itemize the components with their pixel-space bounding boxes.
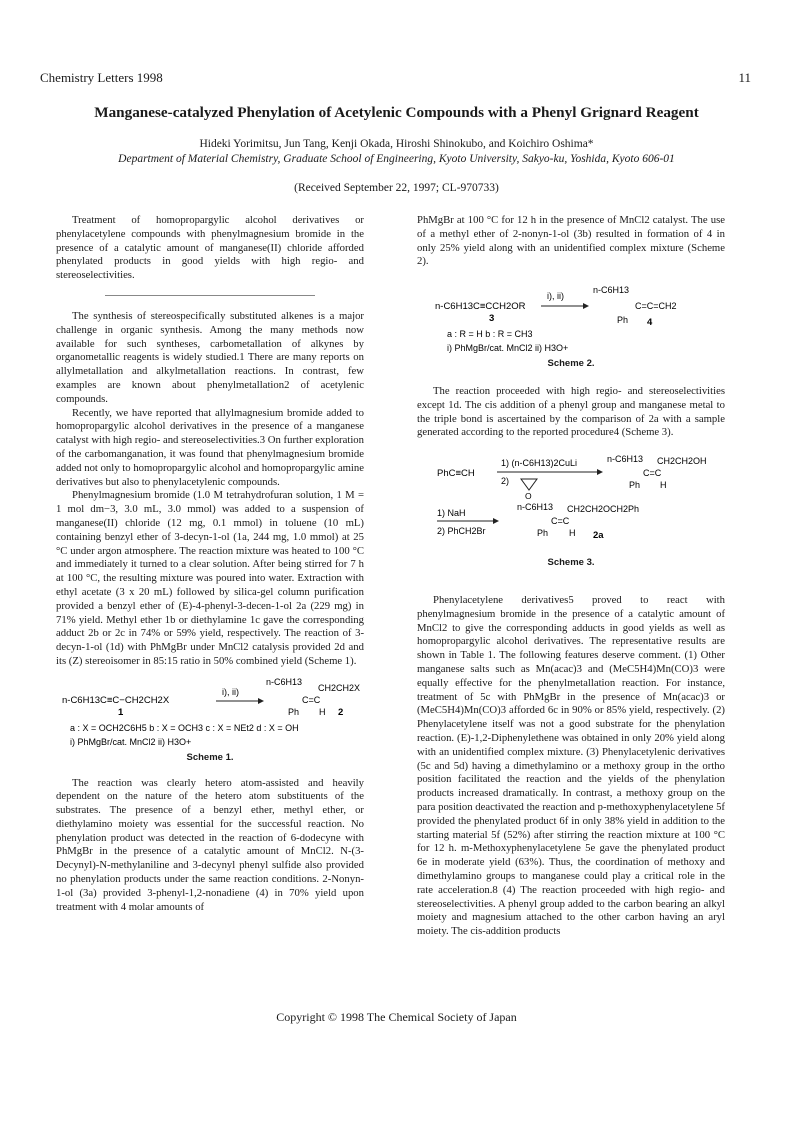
s3-p1-mid: C=C: [643, 468, 662, 479]
s2-prod-mid: C=C=CH2: [635, 301, 677, 312]
s2-conditions: i) PhMgBr/cat. MnCl2 ii) H3O+: [447, 343, 569, 354]
s1-substituents: a : X = OCH2C6H5 b : X = OCH3 c : X = NEt2 d : X = OH: [70, 722, 299, 733]
received-date: (Received September 22, 1997; CL-970733): [294, 182, 499, 194]
s2-num4: 4: [647, 317, 653, 329]
scheme-3: [417, 454, 725, 570]
paragraph: Recently, we have reported that allylmagnesium bromide added to homopropargylic alcohol derivatives in the presence of a manganese catalyst with high regio- and stereoselectivities.3 On further exploration of the carbomanganation, it was found that phenylmagnesium bromide added not only to homopropargylic alcohol and homopropargylic amine derivatives but also to phenylacetylenic compounds.: [56, 406, 364, 488]
s3-p2-bl: Ph: [537, 528, 549, 539]
page-number: 11: [738, 70, 751, 85]
s3-cond1: 1) NaH: [437, 508, 466, 519]
s3-p1-tl: n-C6H13: [607, 454, 644, 465]
s1-conditions: i) PhMgBr/cat. MnCl2 ii) H3O+: [70, 736, 192, 747]
authors: Hideki Yorimitsu, Jun Tang, Kenji Okada, Hiroshi Shinokubo, and Koichiro Oshima*: [199, 138, 594, 150]
s3-epoxide-o: O: [525, 491, 532, 502]
s2-prod-top: n-C6H13: [593, 285, 630, 296]
paragraph: The reaction was clearly hetero atom-assisted and heavily dependent on the nature of the hetero atom substituents of the substrates. The presence of a benzyl ether, methyl ether, or diethylamino moiety was essential for the successful reaction. No phenylation product was detected in the reaction of 6-dodecyne with PhMgBr in the presence of a catalytic amount of MnCl2. N-(3-Decynyl)-N-methylaniline and 3-decynyl phenyl sulfide also provided no phenylation products under the same reaction conditions. 2-Nonyn-1-ol (3a) provided 3-phenyl-1,2-nonadiene (4) in 70% yield upon treatment with 4 molar amounts of: [56, 776, 364, 913]
s1-num1: 1: [118, 706, 124, 718]
s3-step1: 1) (n-C6H13)2CuLi: [501, 458, 578, 469]
s3-num2a: 2a: [593, 530, 604, 542]
s2-prod-bot: Ph: [617, 315, 629, 326]
abstract-separator: [105, 295, 315, 296]
s3-p1-tr: CH2CH2OH: [657, 456, 707, 467]
s3-p2-tl: n-C6H13: [517, 502, 554, 513]
s1-prod-mid: C=C: [302, 694, 321, 705]
s1-prod-tl: n-C6H13: [266, 676, 303, 687]
abstract: Treatment of homopropargylic alcohol derivatives or phenylacetylene compounds with phenylmagnesium bromide in the presence of a catalytic amount of manganese(II) chloride afforded phenylated products in good yields with high regio- and stereoselectivities.: [56, 214, 364, 282]
s3-p1-br: H: [660, 480, 667, 491]
affiliation: Department of Material Chemistry, Graduate School of Engineering, Kyoto University, Sakyo-ku, Yoshida, Kyoto 606-01: [118, 153, 675, 165]
scheme-2: [417, 283, 725, 371]
paragraph: Phenylmagnesium bromide (1.0 M tetrahydrofuran solution, 1 M = 1 mol dm−3, 3.0 mL, 3.0 mmol) was added to a suspension of manganese(II) chloride (12 mg, 0.1 mmol) in toluene (10 mL) containing benzyl ether of 3-decyn-1-ol (1a, 244 mg, 1.0 mmol) at 25 °C under argon atmosphere. The reaction mixture was heated to 100 °C and immediately it turned to a clear solution. After being stirred for 7 h at 100 °C, the resulting mixture was poured into water. Extraction with ethyl acetate (3 x 20 mL) followed by silica-gel column purification provided a benzyl ether of (E)-4-phenyl-3-decen-1-ol 2a (229 mg) in 71% yield. Methyl ether 1b or diethylamine 1c gave the corresponding adduct 2b or 2c in 74% or 59% yield, respectively. The reaction of 3-decyn-1-ol (1d) with PhMgBr under MnCl2 catalysis provided 2d and its (Z) stereoisomer in 85:15 ratio in 50% combined yield (Scheme 1).: [56, 489, 364, 667]
s3-step2: 2): [501, 476, 510, 487]
s2-reactant: n-C6H13C≡CCH2OR: [435, 301, 526, 313]
s2-arrow-label: i), ii): [547, 291, 564, 302]
s1-prod-tr: CH2CH2X: [318, 682, 361, 693]
s1-prod-br: H: [319, 706, 326, 717]
s3-reactant: PhC≡CH: [437, 468, 475, 480]
s2-num3: 3: [489, 313, 495, 325]
paragraph: PhMgBr at 100 °C for 12 h in the presence of MnCl2 catalyst. The use of a methyl ether of 2-nonyn-1-ol (3b) resulted in formation of 4 in only 25% yield along with an unidentified complex mixture (Scheme 2).: [417, 214, 725, 268]
s2-substituents: a : R = H b : R = CH3: [447, 329, 533, 340]
s1-reactant: n-C6H13C≡C−CH2CH2X: [62, 694, 170, 706]
scheme-2-caption: Scheme 2.: [547, 358, 595, 370]
journal-header: Chemistry Letters 1998: [40, 70, 163, 85]
paragraph: Phenylacetylene derivatives5 proved to react with phenylmagnesium bromide in the presence of a catalytic amount of MnCl2 to give the corresponding adducts in good yields as well as homopropargylic alcohol derivatives. The representative results are shown in Table 1. The following features deserve comment. (1) Other manganese salts such as Mn(acac)3 and (MeC5H4)Mn(CO)3 were equally effective for the phenylmetallation reaction. For instance, treatment of 5c with PhMgBr in the presence of Mn(acac)3 or (MeC5H4)Mn(CO)3 afforded 6c in 90% or 85% yield, respectively. (2) Phenylacetylene itself was not a good substrate for the phenylation reaction. (E)-1,2-Diphenylethene was obtained in only 20% yield along with an unidentified complex mixture. (3) Phenylacetylenic derivatives (5c and 5d) having a dimethylamino or a methoxy group in the ortho position facilitated the reaction and the yields of the phenylation products increased dramatically. In contrast, a methoxy group on the para position deactivated the reaction and p-methoxyphenylacetylene 5f provided the phenylated product 6f in only 38% yield in addition to the starting material 5f (52%) after stirring the reaction mixture at 100 °C for 12 h. m-Methoxyphenylacetylene 5e gave the phenylated product 6e in moderate yield (63%). Thus, the coordination of methoxy and dimethylamino groups to manganese could play a critical role in the rate acceleration.8 (4) The reaction proceeded with high regio- and stereoselectivities. A phenyl group added to the carbon bearing an alkyl moiety and magnesium attached to the other carbon having an aryl moiety. The cis-addition products: [417, 593, 725, 938]
article-title: Manganese-catalyzed Phenylation of Acetylenic Compounds with a Phenyl Grignard Reagent: [94, 104, 699, 121]
paragraph: The synthesis of stereospecifically substituted alkenes is a major challenge in organic synthesis. Among the many methods now available for such syntheses, carbometallation of alkynes by organometallic reagents is widely studied.1 There are many reports on allylmetallation and alkylmetallation reactions. In contrast, few examples are known about phenylmetallation2 of acetylenic compounds.: [56, 309, 364, 405]
scheme-3-caption: Scheme 3.: [547, 557, 595, 569]
scheme-1: [56, 677, 364, 765]
s3-p2-tr: CH2CH2OCH2Ph: [567, 504, 640, 515]
s1-prod-bl: Ph: [288, 706, 300, 717]
copyright-footer: Copyright © 1998 The Chemical Society of Japan: [276, 1010, 517, 1024]
s1-num2: 2: [338, 706, 344, 718]
s3-p1-bl: Ph: [629, 480, 641, 491]
s3-p2-br: H: [569, 528, 576, 539]
left-column: [56, 214, 364, 914]
paragraph: The reaction proceeded with high regio- and stereoselectivities except 1d. The cis addition of a phenyl group and manganese metal to the triple bond is ascertained by the comparison of 2a with a sample generated according to the reported procedure4 (Scheme 3).: [417, 384, 725, 439]
s1-arrow-label: i), ii): [222, 686, 239, 697]
right-column: [417, 214, 725, 939]
s3-p2-mid: C=C: [551, 516, 570, 527]
scheme-1-caption: Scheme 1.: [186, 751, 234, 763]
s3-cond2: 2) PhCH2Br: [437, 526, 486, 537]
